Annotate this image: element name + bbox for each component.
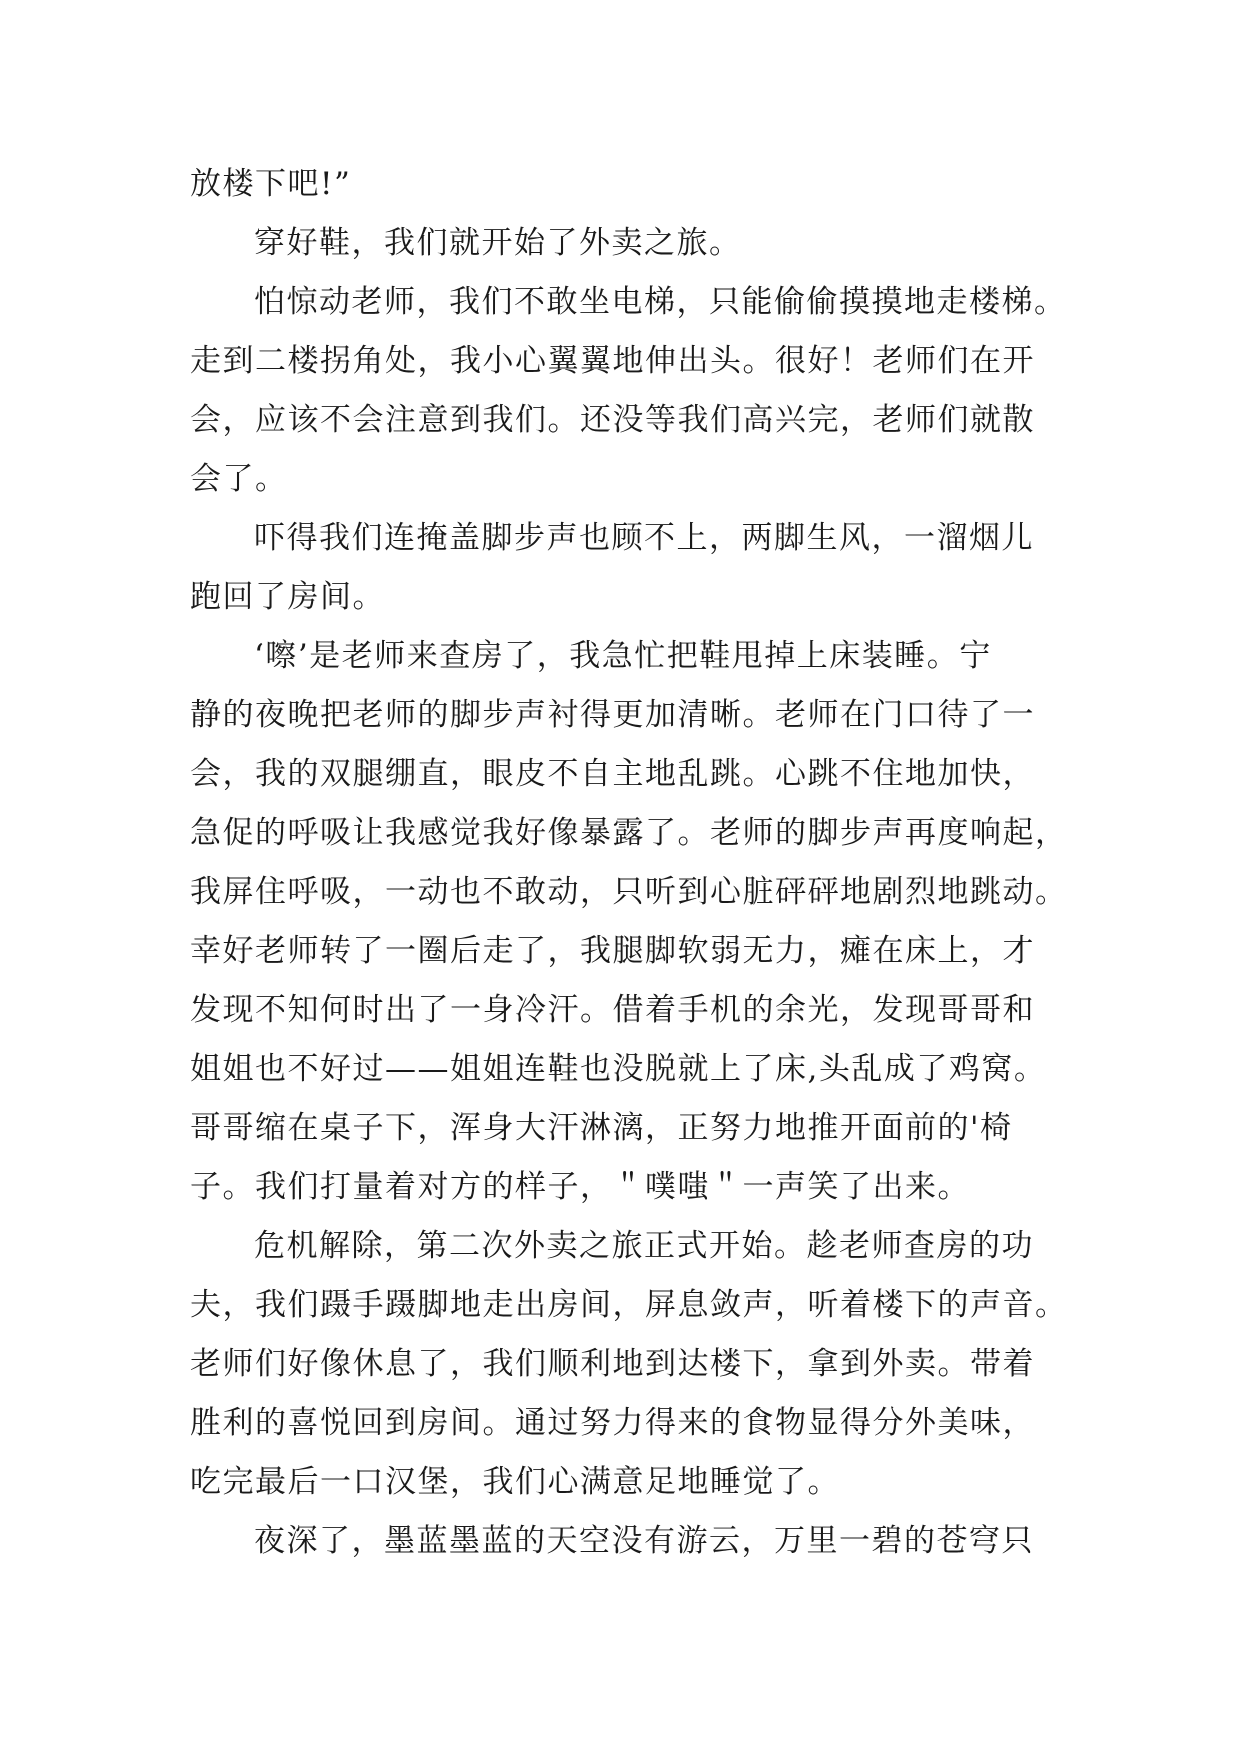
text-line: 走到二楼拐角处，我小心翼翼地伸出头。很好！老师们在开 [190,343,1035,379]
text-line: 发现不知何时出了一身冷汗。借着手机的余光，发现哥哥和 [190,992,1035,1028]
text-line: 吃完最后一口汉堡，我们心满意足地睡觉了。 [190,1464,840,1500]
paragraph-start-line: ‘嚓’是老师来查房了，我急忙把鞋甩掉上床装睡。宁 [254,638,992,674]
paragraph-start-line: 怕惊动老师，我们不敢坐电梯，只能偷偷摸摸地走楼梯。 [254,284,1067,320]
text-line: 夫，我们蹑手蹑脚地走出房间，屏息敛声，听着楼下的声音。 [190,1287,1068,1323]
text-line: 老师们好像休息了，我们顺利地到达楼下，拿到外卖。带着 [190,1346,1035,1382]
text-line: 会，应该不会注意到我们。还没等我们高兴完，老师们就散 [190,402,1035,438]
text-line: 放楼下吧!” [190,166,352,202]
text-line: 会，我的双腿绷直，眼皮不自主地乱跳。心跳不住地加快， [190,756,1035,792]
text-line: 跑回了房间。 [190,579,385,615]
text-line: 幸好老师转了一圈后走了，我腿脚软弱无力，瘫在床上，才 [190,933,1035,969]
text-line: 胜利的喜悦回到房间。通过努力得来的食物显得分外美味， [190,1405,1035,1441]
text-line: 会了。 [190,461,288,497]
text-line: 静的夜晚把老师的脚步声衬得更加清晰。老师在门口待了一 [190,697,1035,733]
text-line: 哥哥缩在桌子下，浑身大汗淋漓，正努力地推开面前的'椅 [190,1110,1013,1146]
paragraph-start-line: 危机解除，第二次外卖之旅正式开始。趁老师查房的功 [254,1228,1034,1264]
paragraph-start-line: 穿好鞋，我们就开始了外卖之旅。 [254,225,742,261]
text-line: 姐姐也不好过——姐姐连鞋也没脱就上了床,头乱成了鸡窝。 [190,1051,1047,1087]
text-line: 子。我们打量着对方的样子，＂噗嗤＂一声笑了出来。 [190,1169,970,1205]
paragraph-start-line: 夜深了，墨蓝墨蓝的天空没有游云，万里一碧的苍穹只 [254,1523,1034,1559]
text-line: 我屏住呼吸，一动也不敢动，只听到心脏砰砰地剧烈地跳动。 [190,874,1068,910]
body-text [190,155,1068,1571]
text-line: 急促的呼吸让我感觉我好像暴露了。老师的脚步声再度响起， [190,815,1068,851]
paragraph-start-line: 吓得我们连掩盖脚步声也顾不上，两脚生风，一溜烟儿 [254,520,1034,556]
